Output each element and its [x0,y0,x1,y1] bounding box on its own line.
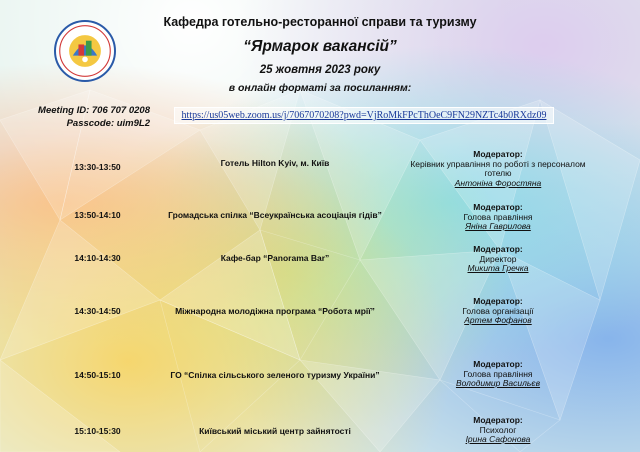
organization-name: Готель Hilton Kyiv, м. Київ [220,158,330,168]
organization-name: Кафе-бар “Panorama Bar” [220,253,330,263]
moderator-name: Антоніна Форостяна [454,177,542,188]
moderator-role: Психолог [479,424,517,435]
moderator-name: Ірина Сафонова [465,434,531,444]
moderator-name: Яніна Гаврилова [465,221,531,231]
meeting-id: Meeting ID: 706 707 0208 [38,105,150,116]
moderator-label: Модератор: [473,202,523,212]
moderator-label: Модератор: [473,244,523,254]
moderator-block [400,360,596,389]
moderator-block [400,297,596,326]
meeting-credentials [20,104,150,130]
department-title: Кафедра готельно-ресторанної справи та туризму [163,15,477,29]
meeting-passcode: Passcode: uim9L2 [66,118,150,129]
organization-name: Міжнародна молодіжна програма “Робота мрії” [175,306,375,316]
moderator-role: Директор [479,253,517,264]
moderator-label: Модератор: [473,296,523,306]
moderator-block [400,416,596,445]
time-slot: 14:10-14:30 [74,253,121,263]
moderator-name: Микита Гречка [467,263,529,273]
department-logo [54,20,116,82]
time-slot: 15:10-15:30 [74,426,121,436]
event-format: в онлайн форматі за посиланням: [228,82,412,94]
organization-name: ГО “Спілка сільського зеленого туризму України” [170,370,380,380]
time-slot: 14:50-15:10 [74,370,121,380]
event-title: “Ярмарок вакансій” [243,38,397,55]
moderator-name: Володимир Васильєв [455,378,541,388]
moderator-name: Артем Фофанов [464,315,532,325]
moderator-role: Голова організації [462,305,534,316]
moderator-block [400,150,596,188]
moderator-label: Модератор: [473,415,523,425]
time-slot: 13:50-14:10 [74,210,121,220]
moderator-role: Голова правління [463,211,533,222]
moderator-role: Керівник управління по роботі з персоналом готелю [410,158,586,178]
moderator-role: Голова правління [463,368,533,379]
time-slot: 13:30-13:50 [74,162,121,172]
organization-name: Громадська спілка “Всеукраїнська асоціація гідів” [168,210,382,220]
time-slot: 14:30-14:50 [74,306,121,316]
moderator-label: Модератор: [473,359,523,369]
zoom-link[interactable]: https://us05web.zoom.us/j/7067070208?pwd=VjRoMkFPcThOeC9FN29NZTc4b0RXdz09 [174,107,554,124]
moderator-block [400,203,596,232]
event-date: 25 жовтня 2023 року [259,64,381,76]
moderator-block [400,245,596,274]
moderator-label: Модератор: [473,149,523,159]
organization-name: Київський міський центр зайнятості [199,426,351,436]
